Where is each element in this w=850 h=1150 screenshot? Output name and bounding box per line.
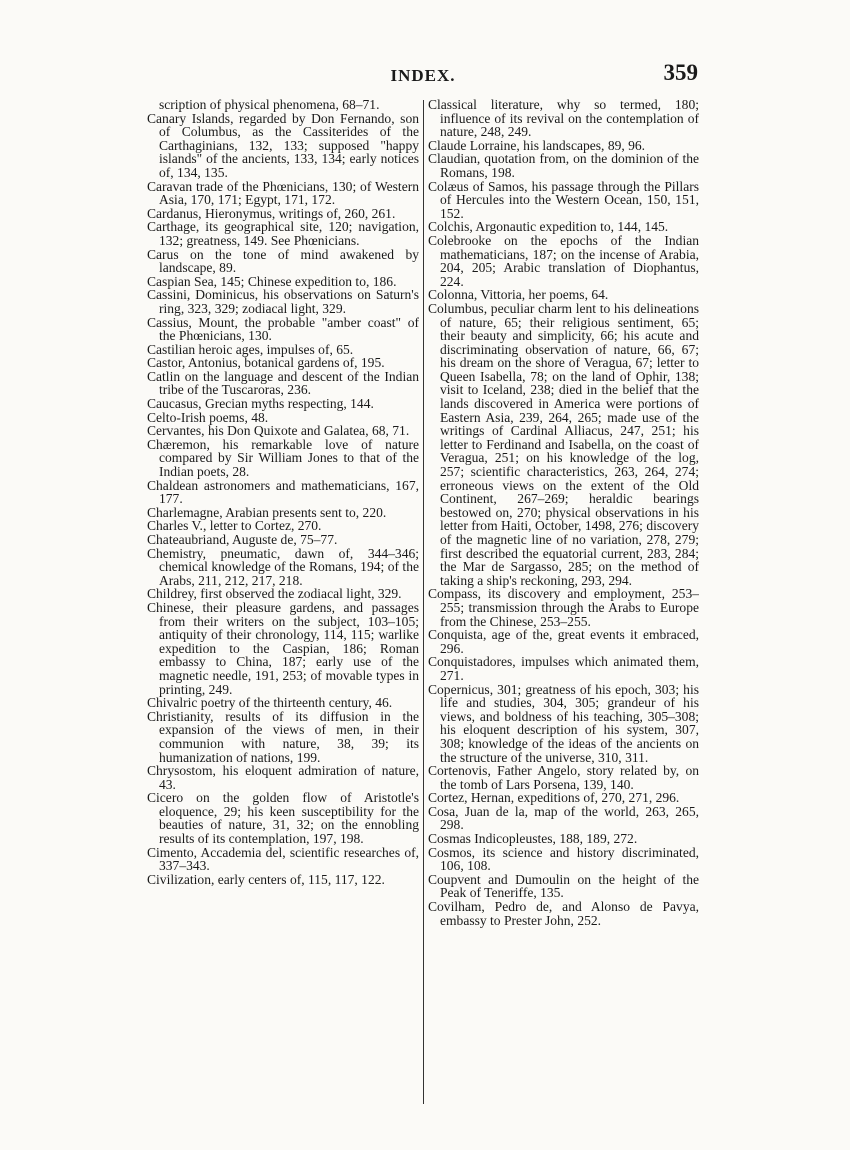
index-entry: Carus on the tone of mind awakened by landscape, 89. [147, 246, 419, 276]
page-number: 359 [663, 60, 698, 85]
index-entry: Colæus of Samos, his passage through the Pillars of Hercules into the Western Ocean, 150, 151, 152. [428, 178, 699, 221]
index-entry: Cosmos, its science and history discriminated, 106, 108. [428, 844, 699, 874]
index-entry: Chæremon, his remarkable love of nature compared by Sir William Jones to that of the Indian poets, 28. [147, 436, 419, 480]
index-entry: Cimento, Accademia del, scientific researches of, 337–343. [147, 844, 419, 874]
index-entry: Conquista, age of the, great events it embraced, 296. [428, 627, 699, 656]
index-entry: Castilian heroic ages, impulses of, 65. [147, 341, 354, 357]
index-entry: Cortenovis, Father Angelo, story related by, on the tomb of Lars Porsena, 139, 140. [428, 763, 699, 792]
index-entry: Cortez, Hernan, expeditions of, 270, 271, 296. [428, 790, 680, 806]
index-entry: Cicero on the golden flow of Aristotle's eloquence, 29; his keen susceptibility for the beauties of nature, 31, 32; on the ennobling results of its contemplation, 197, 198. [147, 790, 419, 847]
index-entry: Castor, Antonius, botanical gardens of, 195. [147, 355, 385, 371]
index-entry: Copernicus, 301; greatness of his epoch, 303; his life and studies, 304, 305; grandeur of his views, and boldness of his teaching, 305–308; his eloquent description of his system, 307, 308; knowledge of the ideas of the ancients on the structure of the universe, 310, 311. [428, 681, 699, 765]
index-entry: Chrysostom, his eloquent admiration of nature, 43. [147, 763, 419, 792]
index-column-left [147, 98, 419, 1108]
index-entry: Claude Lorraine, his landscapes, 89, 96. [428, 137, 646, 153]
index-entry: Conquistadores, impulses which animated them, 271. [428, 654, 699, 683]
index-entry: Chinese, their pleasure gardens, and passages from their writers on the subject, 103–105; antiquity of their chronology, 114, 115; warlike expedition to the Caspian, 186; Roman embassy to China, 187; early use of the magnetic needle, 191, 253; of movable types in printing, 249. [147, 599, 419, 697]
index-entry: Cosmas Indicopleustes, 188, 189, 272. [428, 831, 638, 847]
index-entry: Caucasus, Grecian myths respecting, 144. [147, 396, 374, 412]
index-entry: Chemistry, pneumatic, dawn of, 344–346; chemical knowledge of the Romans, 194; of the Arabs, 211, 212, 217, 218. [147, 545, 419, 588]
index-entry: Chateaubriand, Auguste de, 75–77. [147, 532, 338, 547]
index-entry: Caspian Sea, 145; Chinese expedition to, 186. [147, 273, 397, 289]
index-entry: Colchis, Argonautic expedition to, 144, 145. [428, 219, 669, 235]
index-entry: scription of physical phenomena, 68–71. [159, 98, 380, 112]
running-header [148, 60, 698, 90]
index-entry: Colonna, Vittoria, her poems, 64. [428, 287, 609, 303]
index-entry: Classical literature, why so termed, 180; influence of its revival on the contemplation of nature, 248, 249. [428, 98, 699, 140]
index-entry: Cassius, Mount, the probable "amber coast" of the Phœnicians, 130. [147, 314, 419, 344]
column-divider [423, 100, 424, 1104]
index-entry: Charlemagne, Arabian presents sent to, 220. [147, 504, 387, 520]
index-entry: Chaldean astronomers and mathematicians, 167, 177. [147, 477, 419, 507]
index-entry: Cassini, Dominicus, his observations on Saturn's ring, 323, 329; zodiacal light, 329. [147, 287, 419, 316]
index-entry: Columbus, peculiar charm lent to his delineations of nature, 65; their religious sentiment, 65; their beauty and simplicity, 66; his acute and discriminating observation of nature, 66, 67; his dream on the shore of Veragua, 67; letter to Queen Isabella, 78; on the land of Ophir, 138; visit to Iceland, 238; died in the belief that the lands discovered in America were portions of Eastern Asia, 239, 264, 265; made use of the writings of Cardinal Alliacus, 247, 251; his letter to Ferdinand and Isabella, on the coast of Veragua, 251; on his knowledge of the log, 257; scientific characteristics, 263, 264, 274; erroneous views on the extent of the Old Continent, 267–269; heraldic bearings bestowed on, 270; physical observations in his letter from Haiti, October, 1498, 276; discovery of the magnetic line of no variation, 278, 279; first described the equatorial current, 283, 284; the Mar de Sargasso, 285; on the method of taking a ship's reckoning, 293, 294. [428, 300, 699, 588]
index-entry: Childrey, first observed the zodiacal light, 329. [147, 586, 402, 602]
index-entry: Cosa, Juan de la, map of the world, 263, 265, 298. [428, 803, 699, 833]
index-entry: Covilham, Pedro de, and Alonso de Pavya, embassy to Prester John, 252. [428, 899, 699, 928]
index-entry: Christianity, results of its diffusion in the expansion of the views of men, in their communion with nature, 38, 39; its humanization of nations, 199. [147, 708, 419, 765]
index-entry: Coupvent and Dumoulin on the height of the Peak of Teneriffe, 135. [428, 871, 699, 901]
index-entry: Colebrooke on the epochs of the Indian mathematicians, 187; on the incense of Arabia, 204, 205; Arabic translation of Diophantus, 224. [428, 232, 699, 289]
index-entry: Civilization, early centers of, 115, 117, 122. [147, 871, 385, 887]
index-entry: Catlin on the language and descent of the Indian tribe of the Tuscaroras, 236. [147, 368, 419, 398]
index-column-right [428, 98, 699, 1108]
index-entry: Cardanus, Hieronymus, writings of, 260, 261. [147, 205, 396, 221]
index-entry: Caravan trade of the Phœnicians, 130; of Western Asia, 170, 171; Egypt, 171, 172. [147, 178, 419, 208]
index-entry: Claudian, quotation from, on the dominion of the Romans, 198. [428, 151, 699, 180]
index-entry: Charles V., letter to Cortez, 270. [147, 518, 322, 534]
index-entry: Canary Islands, regarded by Don Fernando, son of Columbus, as the Cassiterides of the Carthaginians, 132, 133; supposed "happy islands" of the ancients, 133, 134; early notices of, 134, 135. [147, 110, 419, 180]
index-entry: Carthage, its geographical site, 120; navigation, 132; greatness, 149. See Phœnicians. [147, 219, 419, 248]
index-entry: Chivalric poetry of the thirteenth century, 46. [147, 695, 393, 711]
index-entry: Cervantes, his Don Quixote and Galatea, 68, 71. [147, 423, 410, 439]
page-title: INDEX. [390, 66, 456, 85]
index-entry: Compass, its discovery and employment, 253–255; transmission through the Arabs to Europe from the Chinese, 253–255. [428, 586, 699, 629]
index-entry: Celto-Irish poems, 48. [147, 409, 269, 425]
